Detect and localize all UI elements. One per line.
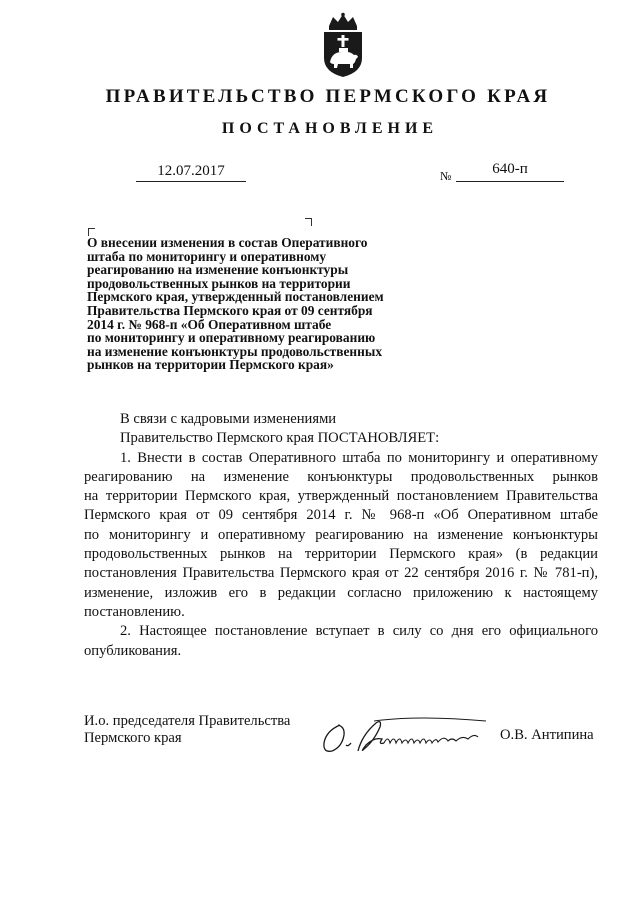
government-title: ПРАВИТЕЛЬСТВО ПЕРМСКОГО КРАЯ [105,86,551,107]
body-line: опубликования. [84,642,182,659]
subject-line: продовольственных рынков на территории [87,275,351,291]
subject-line: реагированию на изменение конъюнктуры [87,262,349,278]
document-subject [87,236,417,372]
body-line: постановления Правительства Пермского края от 22 сентября 2016 г. № 781-п), [84,565,598,582]
subject-line: Пермского края, утвержденный постановлением [87,289,384,305]
coat-of-arms-icon [320,12,366,78]
subject-line: рынков на территории Пермского края» [87,357,334,373]
document-type: ПОСТАНОВЛЕНИЕ [221,120,439,137]
subject-line: Правительства Пермского края от 09 сентября [87,302,373,318]
document-number: 640-п [456,161,564,182]
body-line: реагированию на изменение конъюнктуры продовольственных рынков [84,468,598,485]
signatory-role [84,713,290,747]
signatory-role-line: Пермского края [84,730,182,746]
body-line: 1. Внести в состав Оперативного штаба по мониторингу и оперативному [120,449,598,466]
body-line: В связи с кадровыми изменениями [120,411,337,427]
body-line: Пермского края от 09 сентября 2014 г. № 968-п «Об Оперативном штабе [84,507,598,524]
document-date: 12.07.2017 [136,163,246,182]
handwritten-signature-icon [318,715,494,757]
body-line: Правительство Пермского края ПОСТАНОВЛЯЕТ: [120,430,440,447]
subject-line: на изменение конъюнктуры продовольственных [87,343,383,359]
subject-line: О внесении изменения в состав Оперативного [87,235,368,250]
number-sign: № [440,169,452,183]
body-line: изменение, изложив его в редакции согласно приложению к настоящему [84,584,598,601]
subject-line: 2014 г. № 968-п «Об Оперативном штабе [87,316,332,332]
body-line: 2. Настоящее постановление вступает в силу со дня его официального [120,623,598,640]
signatory-name: О.В. Антипина [500,727,594,743]
body-line: по мониторингу и оперативному реагированию на изменение конъюнктуры [84,526,598,543]
document-body [84,410,598,661]
subject-line: по мониторингу и оперативному реагированию [87,330,376,346]
subject-corner-mark-right [305,218,312,226]
body-line: на территории Пермского края, утвержденный постановлением Правительства [84,488,598,505]
body-line: постановлению. [84,603,185,620]
signatory-role-line: И.о. председателя Правительства [84,713,291,729]
body-line: продовольственных рынков на территории Пермского края» (в редакции [84,546,598,563]
subject-line: штаба по мониторингу и оперативному [87,248,327,264]
